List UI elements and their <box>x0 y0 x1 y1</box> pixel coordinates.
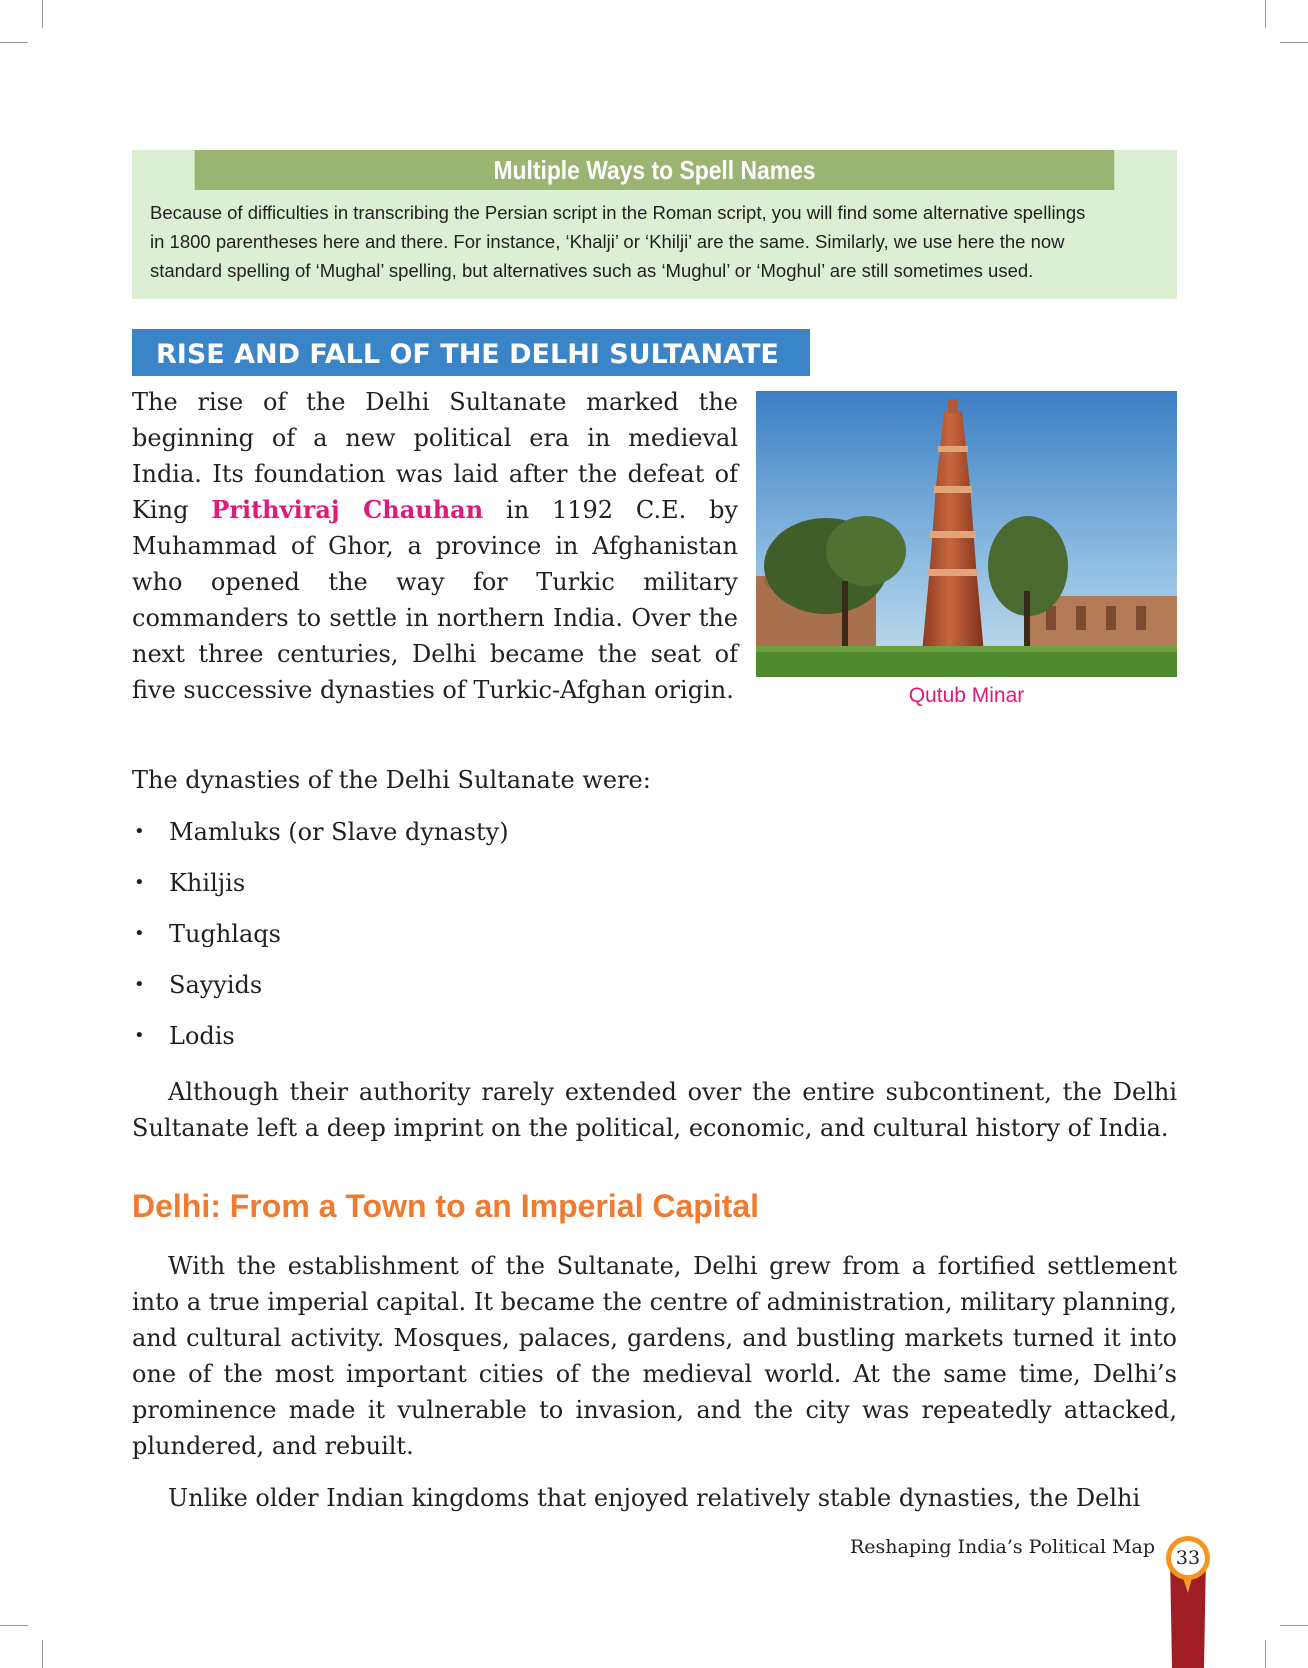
dynasty-name: Tughlaqs <box>169 920 281 948</box>
dynasty-name: Khiljis <box>169 869 246 897</box>
bullet: • <box>134 1025 145 1046</box>
page-number: 33 <box>1175 1547 1201 1569</box>
chapter-title: Reshaping India’s Political Map <box>850 1536 1156 1558</box>
continuation-paragraph: Unlike older Indian kingdoms that enjoyed relatively stable dynasties, the Delhi <box>168 1484 1141 1512</box>
crop-mark <box>42 1640 43 1668</box>
bullet: • <box>134 923 145 944</box>
note-line: Because of difficulties in transcribing the Persian script in the Roman script, you will find some alternative spellings <box>150 202 1086 223</box>
intro-paragraph <box>132 384 738 708</box>
highlighted-name: Prithviraj Chauhan <box>211 495 484 524</box>
crop-mark <box>1280 42 1308 43</box>
bullet: • <box>134 974 145 995</box>
list-item <box>132 967 509 1018</box>
dynasty-name: Lodis <box>169 1022 235 1050</box>
section-heading: RISE AND FALL OF THE DELHI SULTANATE <box>132 329 810 376</box>
intro-text: in 1192 C.E. by Muhammad of Ghor, a province in Afghanistan who opened the way for Turkic military commanders to settle in northern India. Over the next three centuries, Delhi became the seat of five successive dynasties of Turkic-Afghan origin. <box>132 496 738 704</box>
qutub-minar-photo <box>756 391 1177 677</box>
crop-mark <box>0 1625 28 1626</box>
dynasty-name: Sayyids <box>169 971 263 999</box>
note-line: standard spelling of ‘Mughal’ spelling, but alternatives such as ‘Mughul’ or ‘Moghul’ are still sometimes used. <box>150 260 1034 281</box>
crop-mark <box>1265 0 1266 28</box>
legacy-paragraph: Although their authority rarely extended over the entire subcontinent, the Delhi Sultanate left a deep imprint on the political, economic, and cultural history of India. <box>132 1078 1177 1142</box>
crop-mark <box>42 0 43 28</box>
photo-caption: Qutub Minar <box>908 684 1025 707</box>
note-line: in 1800 parentheses here and there. For instance, ‘Khalji’ or ‘Khilji’ are the same. Similarly, we use here the now <box>150 231 1065 252</box>
intro-text: The rise of the Delhi Sultanate marked the beginning of a new political era in medieval India. Its foundation was laid after the defeat of King <box>132 388 738 524</box>
crop-mark <box>0 42 28 43</box>
bullet: • <box>134 872 145 893</box>
dynasty-name: Mamluks (or Slave dynasty) <box>169 818 509 846</box>
note-title: Multiple Ways to Spell Names <box>195 150 1115 190</box>
list-item <box>132 865 509 916</box>
page-number-badge <box>1160 1535 1216 1668</box>
subsection-heading: Delhi: From a Town to an Imperial Capital <box>132 1188 760 1224</box>
crop-mark <box>1265 1640 1266 1668</box>
list-item <box>132 814 509 865</box>
list-item <box>132 1018 509 1069</box>
capital-paragraph: With the establishment of the Sultanate, Delhi grew from a fortified settlement into a true imperial capital. It became the centre of administration, military planning, and cultural activity. Mosques, palaces, gardens, and bustling markets turned it into one of the most important cities of the medieval world. At the same time, Delhi’s prominence made it vulnerable to invasion, and the city was repeatedly attacked, plundered, and rebuilt. <box>132 1252 1177 1460</box>
list-item <box>132 916 509 967</box>
qutub-minar-illustration <box>756 391 1177 677</box>
bullet: • <box>134 821 145 842</box>
dynasties-intro: The dynasties of the Delhi Sultanate were: <box>132 766 651 794</box>
spelling-note-box <box>132 150 1177 299</box>
crop-mark <box>1280 1625 1308 1626</box>
note-text <box>132 190 1177 285</box>
dynasties-list <box>132 814 509 1069</box>
